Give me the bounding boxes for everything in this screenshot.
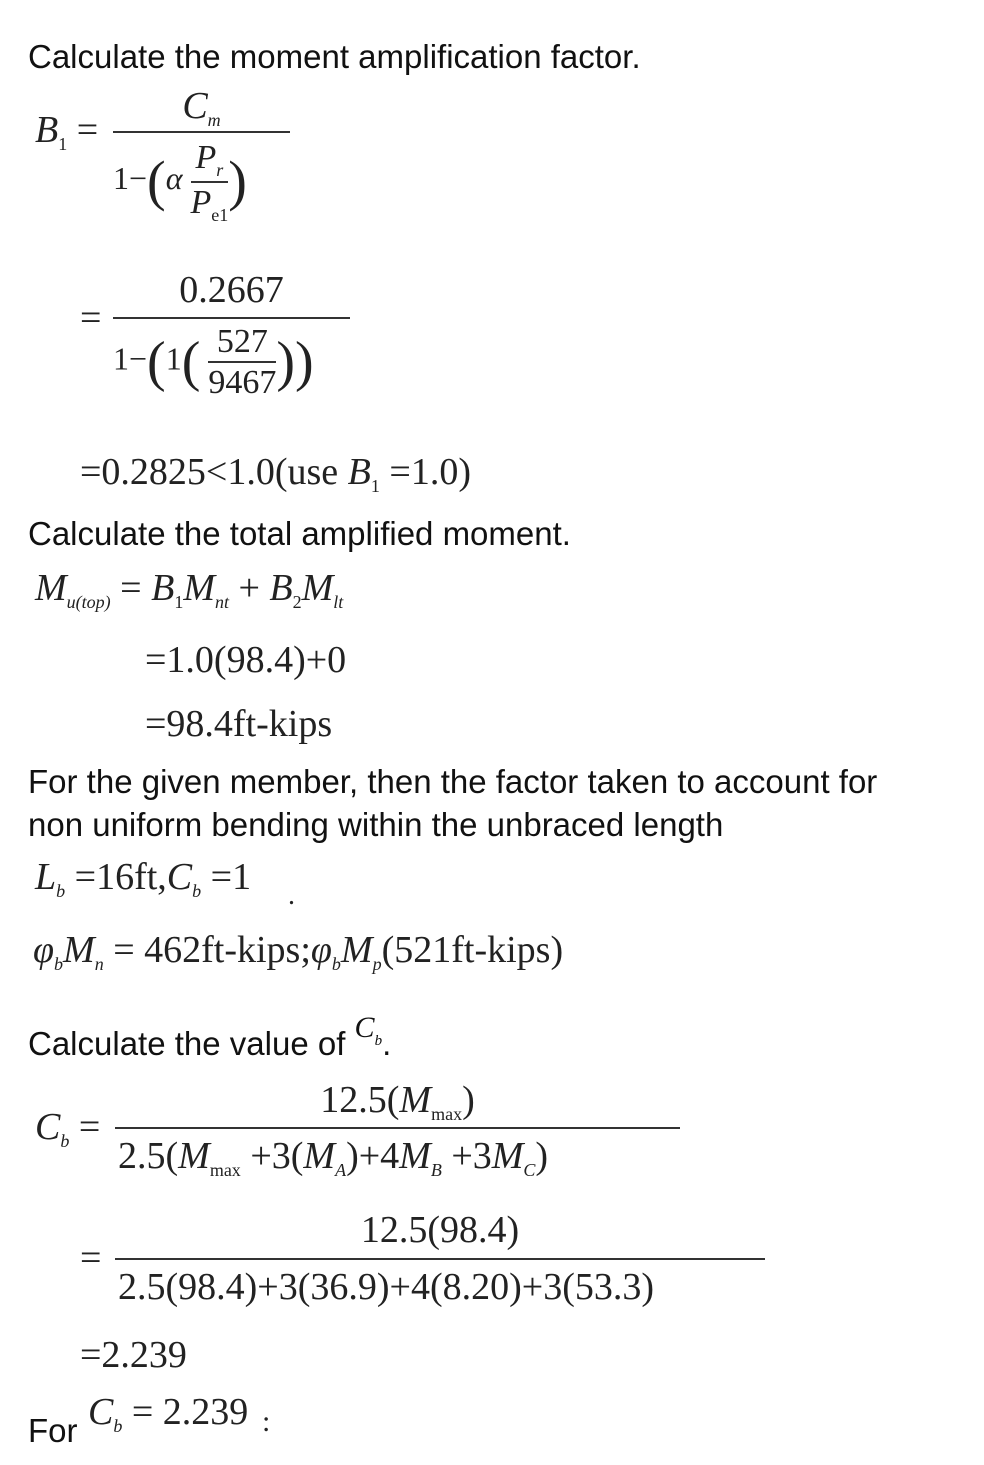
equals: = (80, 297, 102, 339)
b1-lhs: $B_1$ = (35, 109, 99, 154)
b1-denominator: 1−(α $\frac{P_r}{P_{e1}}$ ) (113, 139, 247, 225)
cb-numerator: $12.5(M_{max})$ (320, 1079, 475, 1124)
colon: : (262, 1405, 271, 1438)
cb-lhs: $C_b$ = (35, 1106, 101, 1151)
for-label: For (28, 1412, 78, 1449)
fraction-bar (113, 317, 350, 319)
equals: = (80, 1237, 102, 1279)
b1-numerator: $C_m$ (182, 85, 221, 130)
heading-cb: Calculate the value of $C_b$. (28, 1011, 392, 1062)
mu-top-equation: $M_{u(top)} = B_1M_{nt} + B_2M_{lt}$ (35, 567, 344, 612)
heading-amplification-factor: Calculate the moment amplification factor. (28, 38, 641, 75)
paragraph-line-2: non uniform bending within the unbraced length (28, 806, 724, 843)
b1-result: =0.2825<1.0(use $B_1 =1.0$) (80, 451, 471, 496)
lb-cb-values: $L_b =16ft,C_b =1$ (35, 856, 252, 901)
cb-result: =2.239 (80, 1334, 187, 1376)
cb-final: $C_b = 2.239$ (88, 1391, 249, 1436)
denominator-527-9467: 1−(1( $\frac{527}{9467}$ )) (113, 323, 314, 402)
cb-numerator-values: 12.5(98.4) (360, 1209, 520, 1251)
numerator-0-2667: 0.2667 (179, 269, 284, 311)
fraction-bar (113, 131, 290, 133)
cb-denominator-values: 2.5(98.4)+3(36.9)+4(8.20)+3(53.3) (118, 1266, 655, 1308)
fraction-bar (115, 1258, 765, 1260)
cb-denominator: $2.5(M_{max} +3(M_A)+4M_B +3M_C)$ (118, 1135, 549, 1180)
phi-mn-mp-values: $\varphi_bM_n$ = $462ft-kips;\varphi_bM_p(521ft-kips)$ (33, 929, 564, 974)
paragraph-line-1: For the given member, then the factor taken to account for (28, 763, 878, 800)
fraction-bar (115, 1127, 680, 1129)
period: . (288, 880, 295, 911)
mu-result: =98.4ft-kips (145, 703, 333, 745)
heading-total-moment: Calculate the total amplified moment. (28, 515, 571, 552)
mu-substitution: =1.0(98.4)+0 (145, 639, 347, 681)
